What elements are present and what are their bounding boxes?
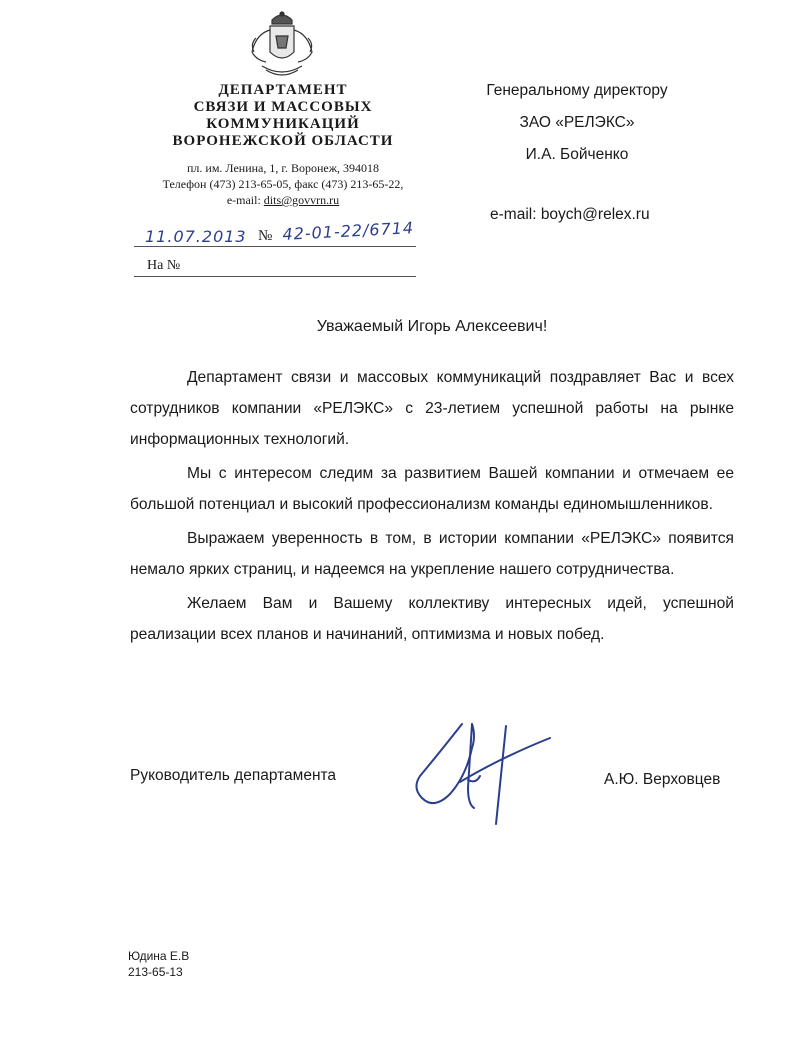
org-line: ДЕПАРТАМЕНТ xyxy=(218,82,348,98)
registration-number: 42-01-22/6714 xyxy=(282,218,415,244)
body-paragraph: Выражаем уверенность в том, в истории компании «РЕЛЭКС» появится немало ярких страниц, и надеемся на укрепление нашего сотрудничества. xyxy=(130,530,734,578)
coat-of-arms-icon xyxy=(242,8,322,80)
addressee-company: ЗАО «РЕЛЭКС» xyxy=(519,114,635,131)
reference-label: На № xyxy=(147,258,181,273)
signatory-role: Руководитель департамента xyxy=(130,767,337,784)
org-email-prefix: e-mail: xyxy=(226,193,264,207)
organization-name xyxy=(130,82,436,150)
reference-underline xyxy=(134,276,416,277)
organization-contacts xyxy=(130,160,436,208)
addressee-position: Генеральному директору xyxy=(486,82,668,99)
salutation: Уважаемый Игорь Алексеевич! xyxy=(316,318,548,335)
letter-body xyxy=(130,362,734,653)
handwritten-signature-icon xyxy=(410,718,555,830)
addressee-email: e-mail: boych@relex.ru xyxy=(490,206,650,223)
org-line: ВОРОНЕЖСКОЙ ОБЛАСТИ xyxy=(172,133,394,149)
registration-underline xyxy=(134,246,416,247)
org-phone: Телефон (473) 213-65-05, факс (473) 213-65-22, xyxy=(162,177,404,191)
registration-number-label: № xyxy=(258,228,273,244)
org-line: КОММУНИКАЦИЙ xyxy=(206,116,360,132)
executor-phone: 213-65-13 xyxy=(128,965,183,979)
body-paragraph: Департамент связи и массовых коммуникаций поздравляет Вас и всех сотрудников компании «РЕЛЭКС» с 23-летием успешной работы на рынке информационных технологий. xyxy=(130,369,734,448)
addressee-name: И.А. Бойченко xyxy=(525,146,629,163)
org-email-row xyxy=(130,192,436,208)
executor-info xyxy=(128,948,189,980)
org-line: СВЯЗИ И МАССОВЫХ xyxy=(193,99,373,115)
body-paragraph: Желаем Вам и Вашему коллективу интересных идей, успешной реализации всех планов и начинаний, оптимизма и новых побед. xyxy=(130,595,734,643)
org-email-link[interactable]: dits@govvrn.ru xyxy=(263,193,340,207)
executor-name: Юдина Е.В xyxy=(128,949,190,963)
signatory-name: А.Ю. Верховцев xyxy=(604,771,721,788)
body-paragraph: Мы с интересом следим за развитием Вашей компании и отмечаем ее большой потенциал и высокий профессионализм команды единомышленников. xyxy=(130,465,734,513)
org-address: пл. им. Ленина, 1, г. Воронеж, 394018 xyxy=(186,161,379,175)
registration-date: 11.07.2013 xyxy=(145,227,247,246)
